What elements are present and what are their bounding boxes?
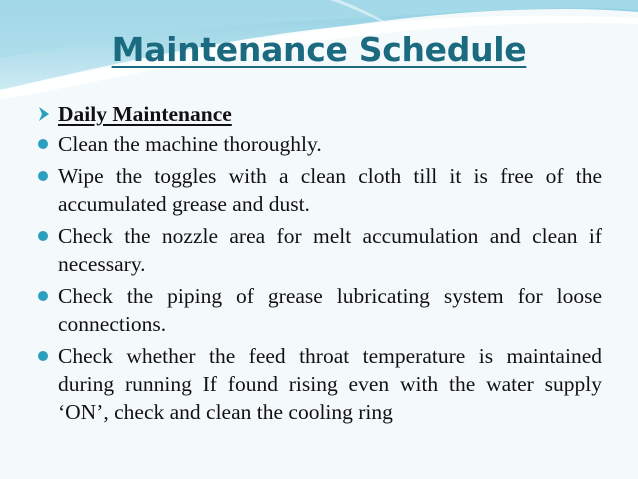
dot-bullet-icon — [38, 231, 48, 241]
slide-content — [36, 100, 602, 430]
arrow-bullet-icon — [36, 105, 52, 123]
section-heading-text: Daily Maintenance — [58, 102, 232, 126]
slide-title: Maintenance Schedule — [111, 30, 527, 69]
dot-bullet-icon — [38, 139, 48, 149]
list-item-text: Check whether the feed throat temperature is maintained during running If found rising even with the water supply ‘ON’, check and clean the cooling ring — [58, 344, 602, 424]
list-item — [36, 282, 602, 338]
list-item — [36, 342, 602, 426]
list-item-text: Check the piping of grease lubricating system for loose connections. — [58, 284, 602, 336]
list-item — [36, 162, 602, 218]
dot-bullet-icon — [38, 171, 48, 181]
list-item-text: Wipe the toggles with a clean cloth till it is free of the accumulated grease and dust. — [58, 164, 602, 216]
dot-bullet-icon — [38, 291, 48, 301]
section-heading — [36, 100, 602, 128]
dot-bullet-icon — [38, 351, 48, 361]
list-item — [36, 130, 602, 158]
list-item-text: Clean the machine thoroughly. — [58, 132, 322, 156]
list-item-text: Check the nozzle area for melt accumulation and clean if necessary. — [58, 224, 602, 276]
list-item — [36, 222, 602, 278]
